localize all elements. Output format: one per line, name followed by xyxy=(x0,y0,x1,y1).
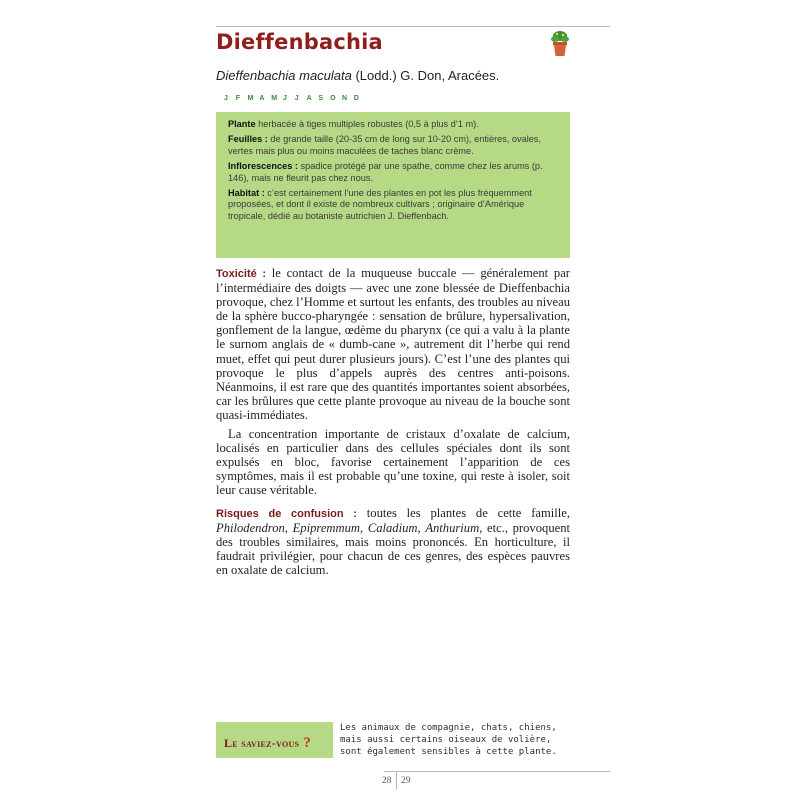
month-label: J xyxy=(282,95,287,102)
plante-entry xyxy=(228,119,562,130)
feuilles-entry xyxy=(228,134,562,157)
month-label: J xyxy=(294,95,299,102)
did-you-know-label xyxy=(224,735,311,752)
genus-caladium: Caladium xyxy=(367,520,418,535)
toxicite-label: Toxicité : xyxy=(216,268,267,280)
genus-epipremmum: Epipremmum xyxy=(292,520,360,535)
did-you-know-text: Les animaux de compagnie, chats, chiens, mais aussi certains oiseaux de volière, sont également sensibles à cette plante. xyxy=(340,723,557,757)
page-number-right: 29 xyxy=(401,776,411,786)
habitat-label: Habitat : xyxy=(228,188,265,199)
page xyxy=(216,0,610,800)
genus-philodendron: Philodendron xyxy=(216,520,285,535)
month-label: J xyxy=(224,95,228,102)
month-label: F xyxy=(235,95,241,102)
month-label: D xyxy=(353,95,359,102)
separator: , xyxy=(417,520,426,535)
month-label: M xyxy=(247,95,254,102)
inflorescences-entry xyxy=(228,161,562,184)
month-label: N xyxy=(341,95,348,102)
oxalate-paragraph: La concentration importante de cristaux d’oxalate de calcium, localisés en particulier dans des cellules spéciales dont ils sont expulsés en bloc, favorise certainement l’apparition de ces symptômes, mais il est probable qu’une toxine, qui reste à isoler, soit leur cause véritable. xyxy=(216,427,570,498)
footer-rule xyxy=(384,771,610,772)
month-label: A xyxy=(306,95,312,102)
confusion-paragraph xyxy=(216,506,570,577)
plante-text: herbacée à tiges multiples robustes (0,5 à plus d’1 m). xyxy=(255,119,479,129)
feuilles-text: de grande taille (20-35 cm de long sur 10-20 cm), entières, ovales, vertes mais plus ou moins maculées de taches blanc crème. xyxy=(228,134,542,156)
months-row xyxy=(224,95,366,102)
species-name: Dieffenbachia maculata xyxy=(216,68,352,83)
page-number-left: 28 xyxy=(382,776,392,786)
inflorescences-label: Inflorescences : xyxy=(228,161,298,172)
habitat-entry xyxy=(228,188,562,222)
inflorescences-text: spadice protégé par une spathe, comme chez les arums (p. 146), mais ne fleurit pas chez nous. xyxy=(228,161,543,183)
confusion-text-end: , etc., provoquent des troubles similaires, mais moins prononcés. En horticulture, il faudrait privilégier, pour chacun de ces genres, des espèces pauvres en oxalate de calcium. xyxy=(216,520,570,577)
confusion-label: Risques de confusion : xyxy=(216,507,357,520)
scientific-name xyxy=(216,68,499,83)
footer-divider xyxy=(396,771,397,790)
habitat-text: c’est certainement l’une des plantes en pot les plus fréquemment proposées, et dont il existe de nombreux cultivars ; originaire d’Amérique tropicale, dédié au botaniste autrichien J. Dieffenbach. xyxy=(228,188,532,221)
toxicite-paragraph xyxy=(216,266,570,422)
plant-description-box xyxy=(216,112,570,258)
toxicite-text: le contact de la muqueuse buccale — généralement par l’intermédiaire des doigts — avec une zone blessée de Dieffenbachia provoque, chez l’Homme et surtout les enfants, des troubles au niveau de la sphère bucco-pharyngée : sensation de brûlure, hypersalivation, gonflement de la langue, œdème du pharynx (ce qui a valu à la plante le surnom anglais de « dumb-cane », autrement dit l’herbe qui rend muet, effet qui peut durer plusieurs jours). C’est l’une des plantes qui provoque le plus d’appels auprès des centres anti-poisons. Néanmoins, il est rare que des quantités importantes soient absorbées, car les brûlures que cette plante provoque au niveau de la bouche sont quasi-immédiates. xyxy=(216,266,570,422)
page-title: Dieffenbachia xyxy=(216,30,383,54)
did-you-know-title: Le saviez-vous xyxy=(224,736,300,750)
month-label: O xyxy=(330,95,336,102)
month-label: A xyxy=(259,95,265,102)
separator: , xyxy=(284,520,293,535)
potted-plant-icon xyxy=(550,28,570,58)
feuilles-label: Feuilles : xyxy=(228,134,268,145)
species-authority: (Lodd.) G. Don, Aracées. xyxy=(351,68,500,83)
genus-anthurium: Anthurium xyxy=(425,520,480,535)
month-label: S xyxy=(318,95,324,102)
question-mark: ? xyxy=(299,735,312,751)
separator: , xyxy=(360,520,368,535)
main-text xyxy=(216,266,570,577)
confusion-text: toutes les plantes de cette famille, xyxy=(356,505,571,520)
month-label: M xyxy=(271,95,278,102)
title-rule xyxy=(216,26,610,27)
did-you-know-box xyxy=(216,722,333,758)
plante-label: Plante xyxy=(228,119,256,129)
